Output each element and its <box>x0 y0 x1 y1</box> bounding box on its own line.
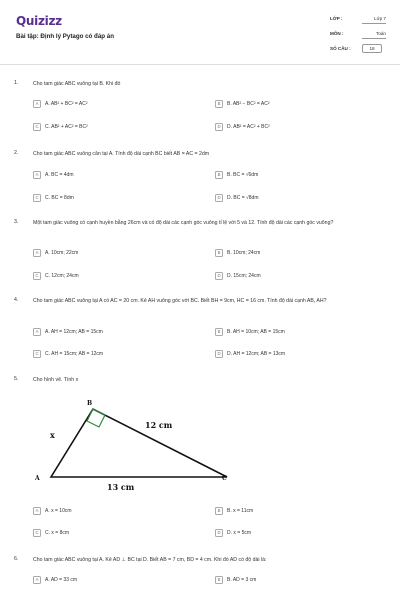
header-divider <box>0 64 400 65</box>
option-text: A. 10cm; 22cm <box>45 249 79 256</box>
right-triangle-figure <box>33 396 253 496</box>
right-angle-marker <box>87 409 105 427</box>
option-text: C. BC = 8dm <box>45 194 74 201</box>
option-letter: A <box>33 249 41 257</box>
option-d[interactable] <box>215 122 270 131</box>
side-ac-label: 13 cm <box>107 482 135 492</box>
vertex-b-label: B <box>87 400 93 407</box>
side-ab-label: x <box>50 430 55 440</box>
option-text: A. BC = 4dm <box>45 171 74 178</box>
option-letter: A <box>33 100 41 108</box>
option-d[interactable] <box>215 349 285 358</box>
option-letter: A <box>33 171 41 179</box>
option-text: A. AD = 33 cm <box>45 576 78 583</box>
option-text: D. 15cm; 24cm <box>227 272 261 279</box>
option-b[interactable] <box>215 327 285 336</box>
option-letter: D <box>215 123 223 131</box>
side-bc-label: 12 cm <box>145 420 173 430</box>
option-letter: B <box>215 576 223 584</box>
option-letter: C <box>33 350 41 358</box>
option-text: D. BC = √8dm <box>227 194 259 201</box>
option-a[interactable] <box>33 248 78 257</box>
option-text: B. 10cm; 24cm <box>227 249 261 256</box>
grade-label: LỚP : <box>330 16 343 21</box>
option-text: A. x = 10cm <box>45 507 72 514</box>
option-letter: D <box>215 194 223 202</box>
option-d[interactable] <box>215 271 261 280</box>
question-text: Cho tam giác ABC vuông tại B. Khi đó <box>33 81 121 87</box>
question-text: Một tam giác vuông có cạnh huyền bằng 26cm và có độ dài các cạnh góc vuông tỉ lệ với 5 và 12. Tính độ dài các cạnh góc vuông? <box>33 220 334 226</box>
option-text: D. AB² = AC² + BC² <box>227 123 270 130</box>
vertex-a-label: A <box>35 475 40 482</box>
option-c[interactable] <box>33 271 79 280</box>
question-number: 1. <box>14 80 19 86</box>
quizizz-logo: Quizizz <box>16 14 62 28</box>
option-text: C. AB² + AC² = BC² <box>45 123 88 130</box>
option-letter: C <box>33 194 41 202</box>
question-count-label: SỐ CÂU : <box>330 46 351 51</box>
option-text: A. AB² + BC² = AC² <box>45 100 88 107</box>
grade-value: Lớp 7 <box>374 16 386 21</box>
option-letter: A <box>33 576 41 584</box>
option-letter: B <box>215 249 223 257</box>
option-text: C. x = 8cm <box>45 529 70 536</box>
option-letter: D <box>215 529 223 537</box>
question-number: 6. <box>14 556 19 562</box>
vertex-c-label: C <box>222 475 227 482</box>
option-text: B. AH = 10cm; AB = 15cm <box>227 328 285 335</box>
question-number: 5. <box>14 376 19 382</box>
question-number: 4. <box>14 297 19 303</box>
option-b[interactable] <box>215 575 256 584</box>
option-b[interactable] <box>215 170 258 179</box>
option-text: D. x = 5cm <box>227 529 252 536</box>
question-number: 3. <box>14 219 19 225</box>
option-letter: A <box>33 507 41 515</box>
worksheet-title: Bài tập: Định lý Pytago có đáp án <box>16 33 114 40</box>
question-text: Cho tam giác ABC vuông tại A. Kẻ AD ⊥ BC tại D. Biết AB = 7 cm, BD = 4 cm. Khi đó AD có độ dài là: <box>33 557 267 563</box>
option-letter: B <box>215 328 223 336</box>
option-letter: B <box>215 171 223 179</box>
option-text: C. AH = 15cm; AB = 12cm <box>45 350 104 357</box>
option-letter: A <box>33 328 41 336</box>
option-a[interactable] <box>33 575 77 584</box>
option-c[interactable] <box>33 349 103 358</box>
option-d[interactable] <box>215 193 259 202</box>
option-text: A. AH = 12cm; AB = 15cm <box>45 328 103 335</box>
option-letter: D <box>215 350 223 358</box>
option-d[interactable] <box>215 528 251 537</box>
option-a[interactable] <box>33 506 72 515</box>
subject-value: Toán <box>376 31 386 36</box>
subject-underline <box>362 38 386 39</box>
option-text: B. BC = √6dm <box>227 171 259 178</box>
option-c[interactable] <box>33 122 88 131</box>
option-b[interactable] <box>215 506 253 515</box>
option-text: D. AH = 12cm; AB = 13cm <box>227 350 286 357</box>
option-text: B. AD = 3 cm <box>227 576 257 583</box>
triangle-outline <box>51 409 227 477</box>
option-letter: D <box>215 272 223 280</box>
option-b[interactable] <box>215 248 260 257</box>
option-a[interactable] <box>33 170 73 179</box>
option-text: C. 12cm; 24cm <box>45 272 79 279</box>
option-letter: B <box>215 100 223 108</box>
option-c[interactable] <box>33 528 69 537</box>
worksheet-header <box>0 0 400 66</box>
question-text: Cho hình vẽ. Tính x <box>33 377 79 383</box>
question-count-value: 18 <box>362 44 382 53</box>
option-a[interactable] <box>33 327 103 336</box>
grade-underline <box>362 23 386 24</box>
question-text: Cho tam giác ABC vuông tại A có AC = 20 cm. Kẻ AH vuông góc với BC. Biết BH = 9cm, HC = 16 cm. Tính độ dài cạnh AB, AH? <box>33 298 327 304</box>
option-a[interactable] <box>33 99 88 108</box>
option-letter: C <box>33 529 41 537</box>
option-letter: B <box>215 507 223 515</box>
subject-label: MÔN : <box>330 31 344 36</box>
question-number: 2. <box>14 150 19 156</box>
option-letter: C <box>33 272 41 280</box>
option-b[interactable] <box>215 99 270 108</box>
option-text: B. x = 11cm <box>227 507 254 514</box>
option-letter: C <box>33 123 41 131</box>
option-c[interactable] <box>33 193 74 202</box>
option-text: B. AB² − BC² = AC² <box>227 100 270 107</box>
question-text: Cho tam giác ABC vuông cân tại A. Tính độ dài cạnh BC biết AB = AC = 2dm <box>33 151 210 157</box>
